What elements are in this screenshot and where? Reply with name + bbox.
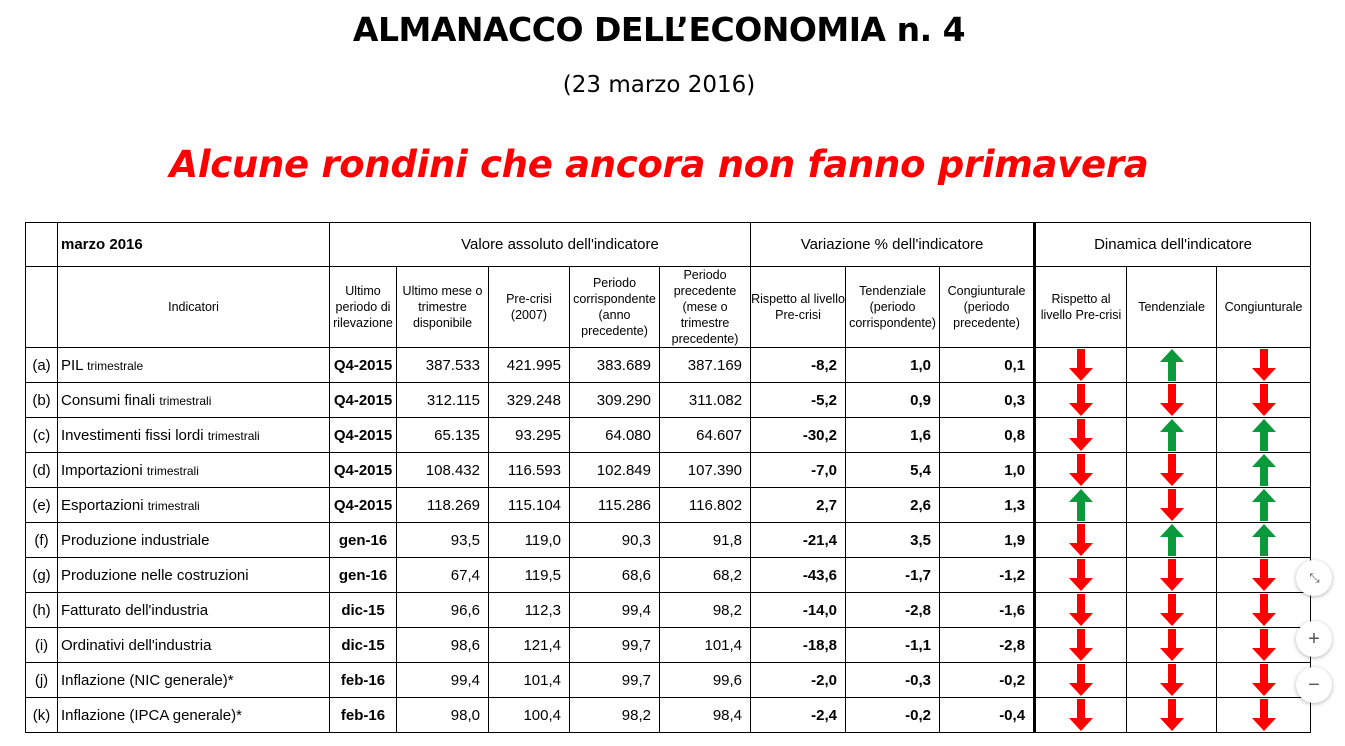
row-period: dic-15	[330, 628, 397, 663]
col-header-precrisi: Pre-crisi (2007)	[489, 267, 570, 348]
row-dyn-congiunturale	[1217, 593, 1311, 628]
row-ultimo: 98,0	[397, 698, 489, 733]
row-dyn-tendenziale	[1127, 488, 1217, 523]
row-precrisi: 115.104	[489, 488, 570, 523]
row-ultimo: 387.533	[397, 348, 489, 383]
row-period: Q4-2015	[330, 383, 397, 418]
indicator-label: Fatturato dell'industria	[61, 601, 209, 619]
row-corrispondente: 99,4	[570, 593, 660, 628]
row-var-congiunturale: 1,3	[940, 488, 1035, 523]
indicator-frequency: trimestrali	[146, 463, 199, 478]
table-row	[26, 593, 1311, 628]
row-precedente: 99,6	[660, 663, 751, 698]
indicator-label: Investimenti fissi lordi	[61, 426, 204, 444]
row-period: feb-16	[330, 698, 397, 733]
col-header-corrispondente: Periodo corrispondente (anno precedente)	[570, 267, 660, 348]
row-indicator-name	[58, 593, 330, 628]
col-header-precedente: Periodo precedente (mese o trimestre precedente)	[660, 267, 751, 348]
row-dyn-congiunturale	[1217, 698, 1311, 733]
table-row	[26, 663, 1311, 698]
row-var-congiunturale: -0,2	[940, 663, 1035, 698]
row-dyn-rispetto	[1035, 383, 1127, 418]
row-indicator-name	[58, 348, 330, 383]
row-dyn-congiunturale	[1217, 453, 1311, 488]
arrow-down-icon	[1127, 663, 1216, 697]
row-precedente: 101,4	[660, 628, 751, 663]
row-var-tendenziale: -1,1	[846, 628, 940, 663]
row-dyn-rispetto	[1035, 593, 1127, 628]
col-header-dyn-congiunturale: Congiunturale	[1217, 267, 1311, 348]
row-precrisi: 121,4	[489, 628, 570, 663]
row-dyn-congiunturale	[1217, 523, 1311, 558]
arrow-up-icon	[1127, 348, 1216, 382]
arrow-down-icon	[1036, 453, 1126, 487]
table-row	[26, 383, 1311, 418]
row-var-tendenziale: -2,8	[846, 593, 940, 628]
row-ultimo: 93,5	[397, 523, 489, 558]
row-corrispondente: 99,7	[570, 628, 660, 663]
row-period: Q4-2015	[330, 418, 397, 453]
col-header-dyn-rispetto: Rispetto al livello Pre-crisi	[1035, 267, 1127, 348]
row-dyn-tendenziale	[1127, 523, 1217, 558]
row-var-precrisi: 2,7	[751, 488, 846, 523]
indicators-table	[25, 222, 1311, 733]
arrow-down-icon	[1217, 593, 1310, 627]
row-var-precrisi: -8,2	[751, 348, 846, 383]
row-indicator-name	[58, 663, 330, 698]
indicator-label: Produzione industriale	[61, 531, 210, 549]
table-row	[26, 453, 1311, 488]
row-indicator-name	[58, 418, 330, 453]
arrow-up-icon	[1036, 488, 1126, 522]
arrow-down-icon	[1217, 348, 1310, 382]
col-header-indicatori: Indicatori	[58, 267, 330, 348]
arrow-down-icon	[1127, 593, 1216, 627]
row-var-congiunturale: -1,6	[940, 593, 1035, 628]
row-var-precrisi: -7,0	[751, 453, 846, 488]
row-corrispondente: 68,6	[570, 558, 660, 593]
row-letter: (a)	[26, 348, 58, 383]
row-period: Q4-2015	[330, 348, 397, 383]
table-row	[26, 418, 1311, 453]
row-ultimo: 98,6	[397, 628, 489, 663]
row-precedente: 64.607	[660, 418, 751, 453]
row-letter: (e)	[26, 488, 58, 523]
row-var-congiunturale: 1,9	[940, 523, 1035, 558]
row-precedente: 107.390	[660, 453, 751, 488]
row-precedente: 98,2	[660, 593, 751, 628]
document-title: ALMANACCO DELL’ECONOMIA n. 4	[352, 10, 966, 49]
row-precrisi: 112,3	[489, 593, 570, 628]
corner-cell	[26, 223, 58, 267]
table-row	[26, 558, 1311, 593]
plus-icon: +	[1308, 627, 1320, 650]
indicator-frequency: trimestrali	[147, 498, 200, 513]
col-header-congiunturale: Congiunturale (periodo precedente)	[940, 267, 1035, 348]
arrow-down-icon	[1127, 698, 1216, 732]
row-dyn-rispetto	[1035, 663, 1127, 698]
row-period: Q4-2015	[330, 453, 397, 488]
group-header-dinamica: Dinamica dell'indicatore	[1035, 223, 1311, 267]
fit-to-page-button[interactable]	[1296, 560, 1332, 596]
arrow-up-icon	[1217, 523, 1310, 557]
row-indicator-name	[58, 628, 330, 663]
row-ultimo: 312.115	[397, 383, 489, 418]
row-var-congiunturale: -0,4	[940, 698, 1035, 733]
row-dyn-tendenziale	[1127, 698, 1217, 733]
row-var-tendenziale: -0,2	[846, 698, 940, 733]
row-period: gen-16	[330, 523, 397, 558]
row-corrispondente: 90,3	[570, 523, 660, 558]
row-var-precrisi: -2,0	[751, 663, 846, 698]
table-row	[26, 523, 1311, 558]
arrow-down-icon	[1127, 453, 1216, 487]
arrow-down-icon	[1036, 628, 1126, 662]
indicator-label: Inflazione (NIC generale)*	[61, 671, 234, 689]
row-precedente: 98,4	[660, 698, 751, 733]
row-var-precrisi: -14,0	[751, 593, 846, 628]
row-precedente: 68,2	[660, 558, 751, 593]
arrow-down-icon	[1036, 663, 1126, 697]
arrow-down-icon	[1217, 698, 1310, 732]
row-var-tendenziale: 3,5	[846, 523, 940, 558]
row-indicator-name	[58, 383, 330, 418]
row-letter: (j)	[26, 663, 58, 698]
row-letter: (b)	[26, 383, 58, 418]
row-dyn-tendenziale	[1127, 593, 1217, 628]
row-precrisi: 421.995	[489, 348, 570, 383]
col-header-dyn-tendenziale: Tendenziale	[1127, 267, 1217, 348]
minus-icon: −	[1308, 673, 1320, 696]
row-var-tendenziale: -1,7	[846, 558, 940, 593]
row-var-tendenziale: 1,6	[846, 418, 940, 453]
row-letter: (c)	[26, 418, 58, 453]
row-precrisi: 101,4	[489, 663, 570, 698]
row-dyn-tendenziale	[1127, 453, 1217, 488]
row-dyn-rispetto	[1035, 453, 1127, 488]
document-subtitle: Alcune rondini che ancora non fanno primavera	[169, 143, 1149, 186]
row-var-tendenziale: -0,3	[846, 663, 940, 698]
arrow-down-icon	[1036, 558, 1126, 592]
row-ultimo: 65.135	[397, 418, 489, 453]
arrow-up-icon	[1217, 488, 1310, 522]
arrow-down-icon	[1127, 488, 1216, 522]
table-row	[26, 488, 1311, 523]
row-dyn-tendenziale	[1127, 628, 1217, 663]
row-ultimo: 118.269	[397, 488, 489, 523]
row-precrisi: 329.248	[489, 383, 570, 418]
row-dyn-tendenziale	[1127, 558, 1217, 593]
row-dyn-tendenziale	[1127, 663, 1217, 698]
table-row	[26, 628, 1311, 663]
zoom-in-button[interactable]	[1296, 621, 1332, 657]
arrow-down-icon	[1127, 628, 1216, 662]
row-precedente: 91,8	[660, 523, 751, 558]
arrow-up-icon	[1127, 418, 1216, 452]
arrow-up-icon	[1217, 418, 1310, 452]
row-letter: (d)	[26, 453, 58, 488]
row-dyn-congiunturale	[1217, 383, 1311, 418]
indicator-label: Ordinativi dell'industria	[61, 636, 212, 654]
row-var-tendenziale: 0,9	[846, 383, 940, 418]
row-var-precrisi: -5,2	[751, 383, 846, 418]
row-precrisi: 119,0	[489, 523, 570, 558]
row-letter: (g)	[26, 558, 58, 593]
row-var-congiunturale: 1,0	[940, 453, 1035, 488]
row-letter: (h)	[26, 593, 58, 628]
row-var-congiunturale: 0,1	[940, 348, 1035, 383]
fit-to-page-icon: ⤡	[1309, 570, 1319, 585]
indicator-label: Consumi finali	[61, 391, 156, 409]
row-var-congiunturale: 0,3	[940, 383, 1035, 418]
row-var-precrisi: -2,4	[751, 698, 846, 733]
row-var-precrisi: -18,8	[751, 628, 846, 663]
row-letter: (i)	[26, 628, 58, 663]
arrow-down-icon	[1036, 348, 1126, 382]
indicator-frequency: trimestrale	[87, 358, 144, 373]
indicator-label: Importazioni	[61, 461, 143, 479]
row-var-tendenziale: 5,4	[846, 453, 940, 488]
group-header-variazione: Variazione % dell'indicatore	[751, 223, 1035, 267]
table-row	[26, 698, 1311, 733]
arrow-up-icon	[1217, 453, 1310, 487]
document-date: (23 marzo 2016)	[562, 72, 756, 98]
row-precedente: 311.082	[660, 383, 751, 418]
indicator-frequency: trimestrali	[207, 428, 260, 443]
row-precrisi: 116.593	[489, 453, 570, 488]
table-row	[26, 348, 1311, 383]
row-dyn-rispetto	[1035, 488, 1127, 523]
row-dyn-rispetto	[1035, 348, 1127, 383]
row-var-tendenziale: 1,0	[846, 348, 940, 383]
row-corrispondente: 309.290	[570, 383, 660, 418]
arrow-down-icon	[1036, 418, 1126, 452]
row-indicator-name	[58, 523, 330, 558]
row-precrisi: 119,5	[489, 558, 570, 593]
letter-header	[26, 267, 58, 348]
row-var-precrisi: -43,6	[751, 558, 846, 593]
arrow-down-icon	[1036, 383, 1126, 417]
row-dyn-rispetto	[1035, 523, 1127, 558]
group-header-valore: Valore assoluto dell'indicatore	[330, 223, 751, 267]
arrow-down-icon	[1127, 558, 1216, 592]
row-corrispondente: 99,7	[570, 663, 660, 698]
row-corrispondente: 115.286	[570, 488, 660, 523]
row-dyn-congiunturale	[1217, 418, 1311, 453]
row-dyn-rispetto	[1035, 628, 1127, 663]
col-header-tendenziale: Tendenziale (periodo corrispondente)	[846, 267, 940, 348]
arrow-down-icon	[1127, 383, 1216, 417]
row-precedente: 387.169	[660, 348, 751, 383]
month-label: marzo 2016	[58, 223, 330, 267]
col-header-rispetto: Rispetto al livello Pre-crisi	[751, 267, 846, 348]
row-period: gen-16	[330, 558, 397, 593]
arrow-up-icon	[1127, 523, 1216, 557]
row-var-congiunturale: 0,8	[940, 418, 1035, 453]
arrow-down-icon	[1036, 593, 1126, 627]
indicator-label: Inflazione (IPCA generale)*	[61, 706, 242, 724]
row-var-precrisi: -30,2	[751, 418, 846, 453]
row-letter: (f)	[26, 523, 58, 558]
row-ultimo: 99,4	[397, 663, 489, 698]
row-dyn-tendenziale	[1127, 383, 1217, 418]
row-var-tendenziale: 2,6	[846, 488, 940, 523]
zoom-out-button[interactable]	[1296, 667, 1332, 703]
col-header-ultimo: Ultimo mese o trimestre disponibile	[397, 267, 489, 348]
row-indicator-name	[58, 453, 330, 488]
row-ultimo: 67,4	[397, 558, 489, 593]
row-precedente: 116.802	[660, 488, 751, 523]
row-dyn-rispetto	[1035, 558, 1127, 593]
row-corrispondente: 64.080	[570, 418, 660, 453]
row-period: dic-15	[330, 593, 397, 628]
arrow-down-icon	[1036, 523, 1126, 557]
row-dyn-congiunturale	[1217, 348, 1311, 383]
row-dyn-rispetto	[1035, 698, 1127, 733]
row-period: Q4-2015	[330, 488, 397, 523]
row-indicator-name	[58, 698, 330, 733]
row-dyn-rispetto	[1035, 418, 1127, 453]
row-corrispondente: 102.849	[570, 453, 660, 488]
row-var-precrisi: -21,4	[751, 523, 846, 558]
row-period: feb-16	[330, 663, 397, 698]
row-precrisi: 100,4	[489, 698, 570, 733]
indicator-label: PIL	[61, 356, 83, 374]
row-indicator-name	[58, 558, 330, 593]
row-precrisi: 93.295	[489, 418, 570, 453]
row-ultimo: 108.432	[397, 453, 489, 488]
row-dyn-congiunturale	[1217, 488, 1311, 523]
arrow-down-icon	[1217, 383, 1310, 417]
row-var-congiunturale: -1,2	[940, 558, 1035, 593]
row-ultimo: 96,6	[397, 593, 489, 628]
col-header-periodo: Ultimo periodo di rilevazione	[330, 267, 397, 348]
arrow-down-icon	[1036, 698, 1126, 732]
row-letter: (k)	[26, 698, 58, 733]
row-var-congiunturale: -2,8	[940, 628, 1035, 663]
row-corrispondente: 98,2	[570, 698, 660, 733]
indicator-label: Esportazioni	[61, 496, 144, 514]
row-dyn-tendenziale	[1127, 418, 1217, 453]
row-corrispondente: 383.689	[570, 348, 660, 383]
indicator-frequency: trimestrali	[159, 393, 212, 408]
row-indicator-name	[58, 488, 330, 523]
row-dyn-tendenziale	[1127, 348, 1217, 383]
indicator-label: Produzione nelle costruzioni	[61, 566, 249, 584]
